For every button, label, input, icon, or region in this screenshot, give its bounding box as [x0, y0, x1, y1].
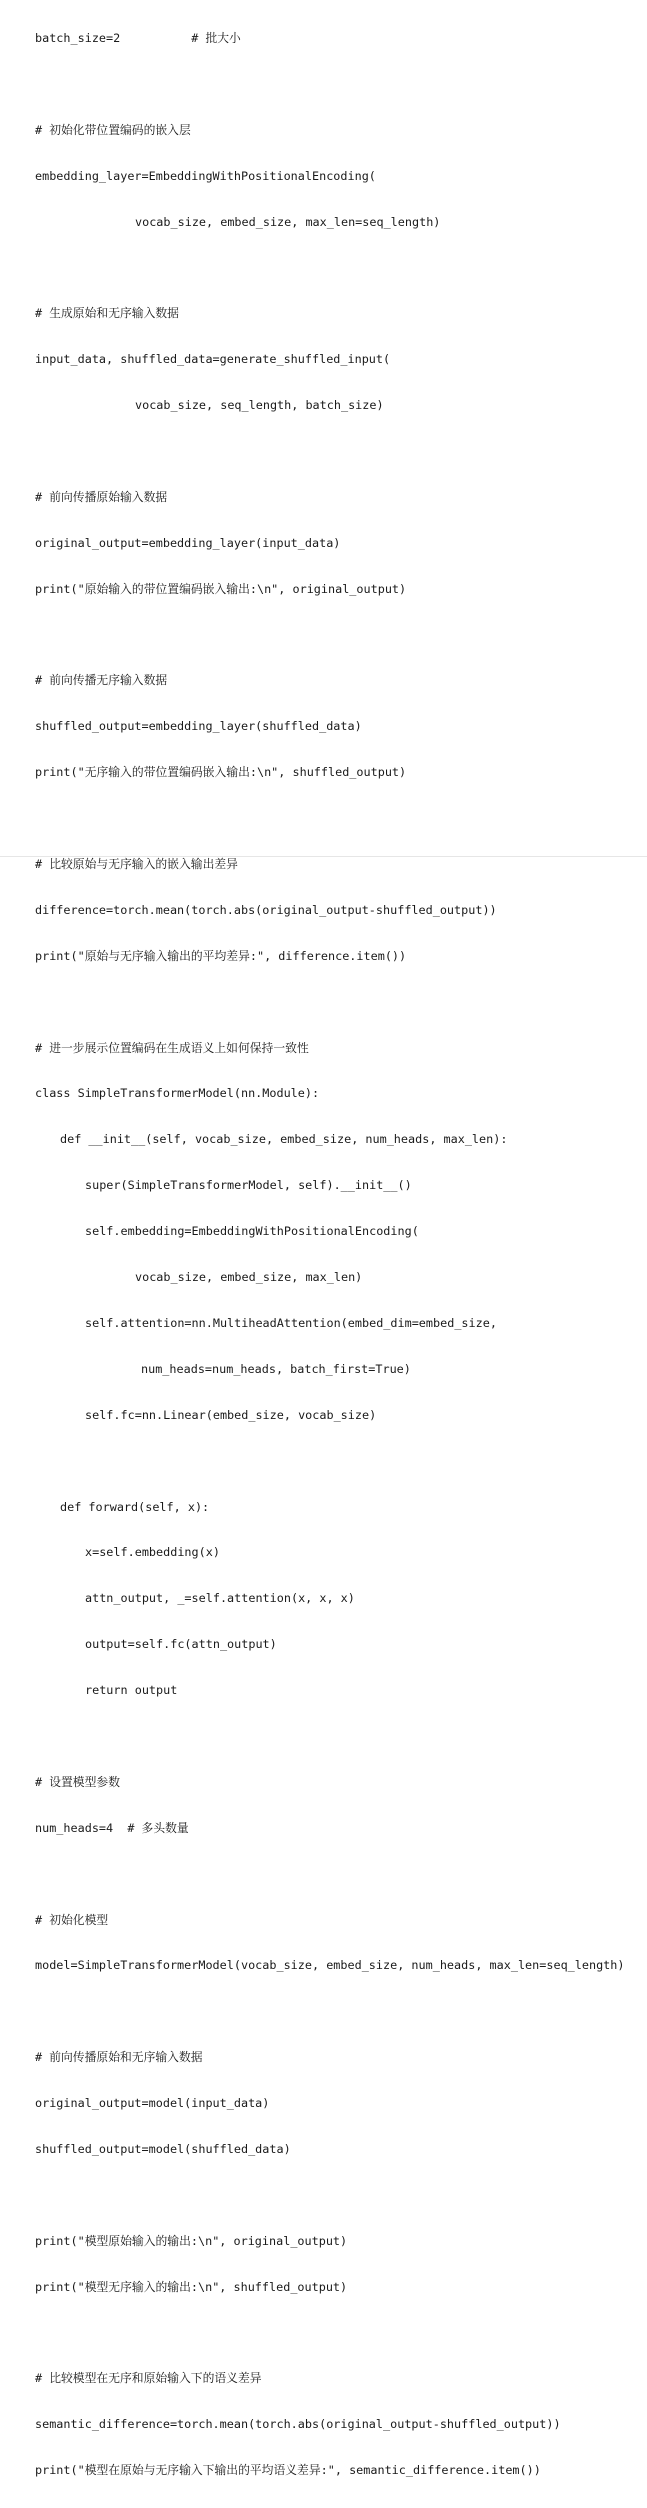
code-line-blank	[35, 627, 625, 645]
code-comment: # 比较模型在无序和原始输入下的语义差异	[35, 2371, 262, 2386]
code-line-blank	[35, 1728, 625, 1746]
code-comment: # 前向传播无序输入数据	[35, 673, 168, 688]
code-line: semantic_difference=torch.mean(torch.abs(original_output-shuffled_output))	[35, 2417, 561, 2432]
code-line: num_heads=4 # 多头数量	[35, 1820, 189, 1835]
code-line-blank	[35, 443, 625, 461]
code-line-blank	[35, 2003, 625, 2021]
code-comment: # 进一步展示位置编码在生成语义上如何保持一致性	[35, 1040, 309, 1055]
code-line: input_data, shuffled_data=generate_shuffled_input(	[35, 352, 391, 367]
code-comment: # 前向传播原始和无序输入数据	[35, 2050, 203, 2065]
code-line: print("无序输入的带位置编码嵌入输出:\n", shuffled_output)	[35, 765, 407, 780]
code-line: print("模型原始输入的输出:\n", original_output)	[35, 2233, 348, 2248]
code-line: print("模型无序输入的输出:\n", shuffled_output)	[35, 2279, 348, 2294]
code-line-blank	[35, 2187, 625, 2205]
code-line: return output	[85, 1683, 178, 1698]
code-line-blank	[35, 259, 625, 277]
code-line: model=SimpleTransformerModel(vocab_size, embed_size, num_heads, max_len=seq_length)	[35, 1958, 625, 1973]
code-line: attn_output, _=self.attention(x, x, x)	[85, 1591, 355, 1606]
code-line: print("原始输入的带位置编码嵌入输出:\n", original_output)	[35, 581, 407, 596]
code-line-blank	[35, 2325, 625, 2343]
code-line: vocab_size, embed_size, max_len=seq_length)	[135, 214, 441, 229]
code-line: difference=torch.mean(torch.abs(original_output-shuffled_output))	[35, 902, 497, 917]
code-line: shuffled_output=embedding_layer(shuffled_data)	[35, 719, 362, 734]
code-line: print("原始与无序输入输出的平均差异:", difference.item())	[35, 948, 407, 963]
code-line: self.fc=nn.Linear(embed_size, vocab_size)	[85, 1407, 377, 1422]
code-block	[35, 2, 625, 2508]
code-comment: # 生成原始和无序输入数据	[35, 306, 179, 321]
code-comment: # 比较原始与无序输入的嵌入输出差异	[35, 857, 238, 872]
code-line: vocab_size, embed_size, max_len)	[135, 1270, 363, 1285]
code-line-blank	[35, 810, 625, 828]
code-line-blank	[35, 994, 625, 1012]
code-line: self.embedding=EmbeddingWithPositionalEncoding(	[85, 1224, 419, 1239]
code-line-blank	[35, 1866, 625, 1884]
code-line: def __init__(self, vocab_size, embed_size, num_heads, max_len):	[60, 1132, 508, 1147]
code-line: vocab_size, seq_length, batch_size)	[135, 398, 384, 413]
code-line: batch_size=2 # 批大小	[35, 31, 241, 45]
code-line: print("模型在原始与无序输入下输出的平均语义差异:", semantic_difference.item())	[35, 2463, 541, 2478]
code-line-blank	[35, 76, 625, 94]
code-comment: # 初始化模型	[35, 1912, 109, 1927]
code-line: output=self.fc(attn_output)	[85, 1637, 277, 1652]
code-line: def forward(self, x):	[60, 1499, 210, 1514]
code-line: x=self.embedding(x)	[85, 1545, 220, 1560]
code-comment: # 初始化带位置编码的嵌入层	[35, 122, 191, 137]
code-line: original_output=embedding_layer(input_data)	[35, 535, 341, 550]
code-comment: # 前向传播原始输入数据	[35, 489, 168, 504]
code-line: class SimpleTransformerModel(nn.Module):	[35, 1086, 320, 1101]
code-line: super(SimpleTransformerModel, self).__init__()	[85, 1178, 412, 1193]
code-line: embedding_layer=EmbeddingWithPositionalEncoding(	[35, 168, 376, 183]
code-line: original_output=model(input_data)	[35, 2096, 270, 2111]
code-line: num_heads=num_heads, batch_first=True)	[141, 1361, 411, 1376]
code-line-blank	[35, 1453, 625, 1471]
code-line: self.attention=nn.MultiheadAttention(embed_dim=embed_size,	[85, 1315, 497, 1330]
code-comment: # 设置模型参数	[35, 1774, 120, 1789]
code-line: shuffled_output=model(shuffled_data)	[35, 2141, 291, 2156]
